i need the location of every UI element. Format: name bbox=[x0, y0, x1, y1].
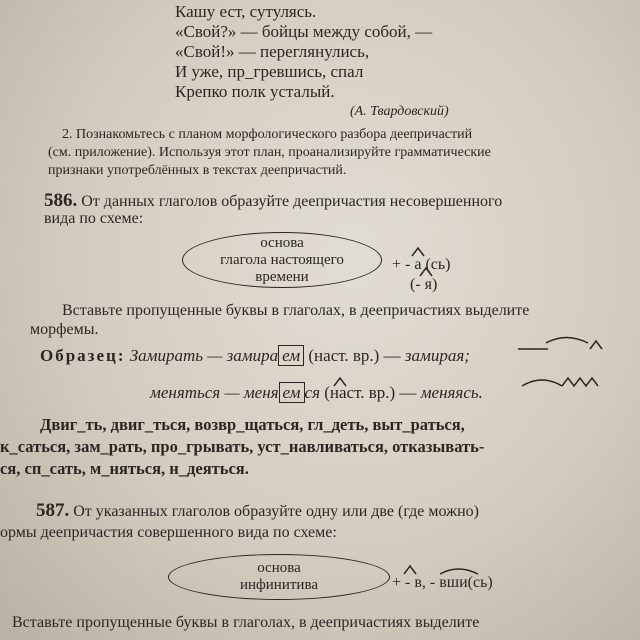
sample-1-verb: Замирать — bbox=[129, 346, 223, 365]
suffix-mark-icon bbox=[590, 341, 602, 349]
poem-line-1: Кашу ест, сутулясь. bbox=[175, 2, 317, 21]
sample-2-ending: ем bbox=[279, 382, 305, 403]
exercise-587-heading bbox=[36, 500, 479, 522]
scheme-oval-587-line-1: основа bbox=[257, 560, 301, 576]
poem-line-4: И уже, пр_гревшись, спал bbox=[175, 62, 364, 81]
suffix-mark-icon bbox=[562, 378, 598, 386]
task2-line-1: 2. Познакомьтесь с планом морфологического разбора деепричастий bbox=[62, 127, 473, 142]
task2-line-2: (см. приложение). Используя этот план, проанализируйте грамматические bbox=[48, 145, 491, 160]
exercise-586-instr-1: Вставьте пропущенные буквы в глаголах, в деепричастиях выделите bbox=[62, 302, 530, 319]
sample-1-stem: замира bbox=[226, 346, 279, 365]
poem-line-2: «Свой?» — бойцы между собой, — bbox=[175, 22, 433, 41]
exercise-586-number: 586. bbox=[44, 190, 78, 211]
suffix-mark-icon bbox=[412, 248, 424, 256]
exercise-587-line-1: От указанных глаголов образуйте одну или две (где можно) bbox=[73, 503, 479, 520]
exercise-586-instr-2: морфемы. bbox=[30, 321, 99, 338]
sample-1-result: замирая; bbox=[404, 346, 470, 365]
word-list-line-1: Двиг_ть, двиг_ться, возвр_щаться, гл_деть, выт_раться, bbox=[40, 415, 465, 434]
exercise-586-line-1: От данных глаголов образуйте деепричастия несовершенного bbox=[81, 193, 503, 210]
exercise-587-instr-1: Вставьте пропущенные буквы в глаголах, в деепричастиях выделите bbox=[12, 614, 480, 631]
exercise-586-line-2: вида по схеме: bbox=[44, 210, 144, 227]
sample-2-refl: ся bbox=[304, 383, 320, 402]
sample-1-ending: ем bbox=[278, 345, 304, 366]
scheme-oval-586-line-3: времени bbox=[255, 269, 309, 285]
scheme-586-suffix: + - а (сь) bbox=[392, 256, 451, 273]
sample-1-note: (наст. вр.) — bbox=[308, 346, 401, 365]
task2-line-3: признаки употреблённых в текстах деепричастий. bbox=[48, 163, 347, 178]
scheme-586-suffix-alt: (- я) bbox=[410, 276, 438, 293]
suffix-mark-icon bbox=[420, 268, 432, 276]
exercise-587-number: 587. bbox=[36, 500, 70, 521]
exercise-587-line-2: ормы деепричастия совершенного вида по схеме: bbox=[0, 524, 337, 541]
poem-line-3: «Свой!» — переглянулись, bbox=[175, 42, 370, 61]
poem-author: (А. Твардовский) bbox=[350, 104, 449, 119]
scheme-oval-586-line-1: основа bbox=[260, 235, 304, 251]
scheme-oval-586-line-2: глагола настоящего bbox=[220, 252, 344, 268]
word-list-line-2: к_саться, зам_рать, про_грывать, уст_навливаться, отказывать- bbox=[0, 437, 485, 456]
sample-2-result: меняясь. bbox=[420, 383, 483, 402]
sample-2-note: (наст. вр.) — bbox=[324, 383, 417, 402]
scheme-oval-587-line-2: инфинитива bbox=[240, 577, 318, 593]
scheme-587-suffix: + - в, - вши(сь) bbox=[392, 574, 493, 591]
root-mark-icon bbox=[546, 338, 588, 344]
root-mark-icon bbox=[522, 380, 562, 386]
scheme-oval-587 bbox=[168, 554, 390, 600]
sample-label: Образец: bbox=[40, 346, 126, 365]
word-list-line-3: ся, сп_сать, м_няться, н_деяться. bbox=[0, 459, 249, 478]
sample-2-stem: меня bbox=[243, 383, 279, 402]
sample-2-verb: меняться — bbox=[150, 383, 240, 402]
suffix-mark-icon bbox=[334, 378, 346, 386]
suffix-mark-icon bbox=[404, 566, 416, 574]
poem-line-5: Крепко полк усталый. bbox=[175, 82, 335, 101]
